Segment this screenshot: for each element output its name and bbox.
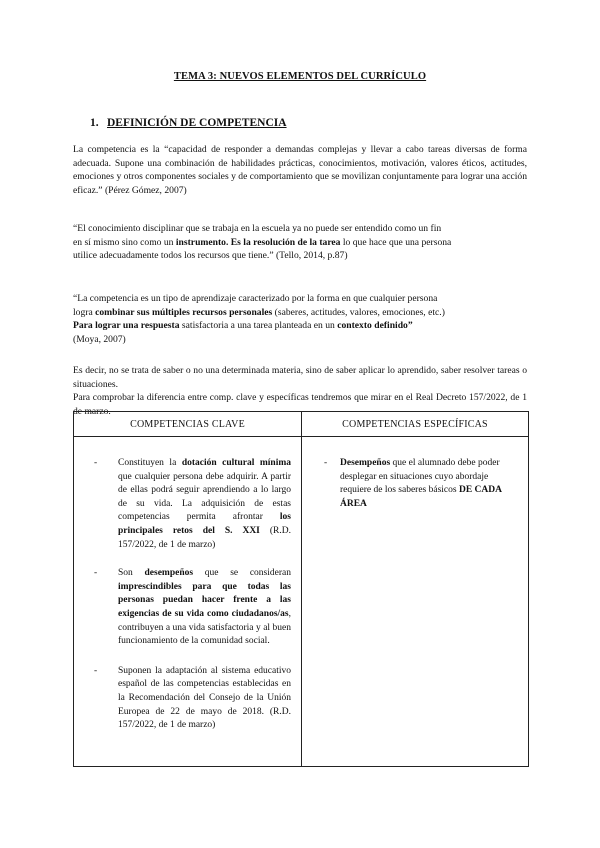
quote-text: lo que hace que una persona bbox=[340, 236, 452, 248]
item-text: Suponen la adaptación al sistema educativo español de las competencias establecidas en la Recomendación del Consejo de la Unión Europea de 22 de mayo de 2018. (R.D. 157/2022, de 1 de marzo) bbox=[118, 665, 291, 731]
section-heading bbox=[90, 117, 287, 129]
item-text: que cualquier persona debe adquirir. A partir de ellas podrá seguir aprendiendo a lo largo de su vida. La adquisición de estas competencias permita afrontar bbox=[118, 471, 291, 523]
header-competencias-clave: COMPETENCIAS CLAVE bbox=[74, 412, 302, 437]
quote-tello-line-2 bbox=[73, 236, 527, 250]
competencias-clave-list bbox=[74, 457, 301, 733]
bullet-dash: - bbox=[94, 665, 98, 676]
item-text: que se consideran bbox=[193, 568, 291, 579]
table-header-row bbox=[74, 412, 529, 437]
quote-tello bbox=[73, 222, 527, 263]
quote-moya-line-3 bbox=[73, 319, 527, 333]
item-bold-text: dotación cultural mínima bbox=[181, 458, 292, 468]
quote-tello-line-3: utilice adecuadamente todos los recursos que tiene.” (Tello, 2014, p.87) bbox=[73, 250, 348, 262]
quote-text: logra bbox=[73, 306, 96, 318]
quote-tello-line-1: “El conocimiento disciplinar que se trabaja en la escuela ya no puede ser entendido como un fin bbox=[73, 223, 442, 234]
item-bold-text: Desempeños bbox=[340, 458, 391, 468]
quote-text: en sí mismo sino como un bbox=[73, 236, 176, 248]
quote-text: (saberes, actitudes, valores, emociones, etc.) bbox=[272, 306, 445, 318]
item-text: (R.D. 157/2022, de 1 de marzo) bbox=[118, 525, 291, 550]
list-item bbox=[74, 457, 301, 552]
bullet-dash: - bbox=[94, 458, 98, 468]
explanation-line-2: Para comprobar la diferencia entre comp. clave y específicas tendremos que mirar en el Real Decreto 157/2022, de 1 de marzo. bbox=[73, 392, 527, 418]
competencias-table bbox=[73, 411, 529, 767]
item-text: Son bbox=[118, 568, 145, 579]
quote-moya-line-2 bbox=[73, 306, 527, 320]
table-row bbox=[74, 437, 529, 767]
bullet-dash: - bbox=[94, 568, 98, 579]
quote-moya-line-1: “La competencia es un tipo de aprendizaje caracterizado por la forma en que cualquier persona bbox=[73, 293, 438, 304]
bullet-dash: - bbox=[324, 458, 328, 468]
document-title: TEMA 3: NUEVOS ELEMENTOS DEL CURRÍCULO bbox=[173, 71, 427, 82]
competencias-especificas-cell bbox=[302, 437, 529, 767]
quote-moya bbox=[73, 292, 527, 347]
quote-text: satisfactoria a una tarea planteada en un bbox=[179, 320, 338, 332]
list-item bbox=[74, 567, 301, 649]
item-text: Constituyen la bbox=[118, 458, 182, 468]
item-text: que el alumnado debe poder desplegar en situaciones cuyo abordaje requiere de los saberes básicos bbox=[340, 458, 500, 496]
item-bold-text: DE CADA ÁREA bbox=[340, 485, 502, 509]
quote-bold-text: combinar sus múltiples recursos personales bbox=[95, 306, 273, 318]
item-bold-text: desempeños bbox=[144, 568, 194, 579]
item-bold-text: imprescindibles para que todas las personas puedan hacer frente a las exigencias de su vida como ciudadanos/as bbox=[118, 581, 291, 619]
explanation-line-1: Es decir, no se trata de saber o no una determinada materia, sino de saber aplicar lo aprendido, saber resolver tareas o situaciones. bbox=[73, 365, 527, 390]
quote-bold-text: contexto definido” bbox=[337, 320, 413, 332]
competencias-especificas-list bbox=[302, 457, 528, 511]
section-heading-text: DEFINICIÓN DE COMPETENCIA bbox=[107, 117, 287, 129]
item-bold-text: los principales retos del S. XXI bbox=[118, 512, 291, 536]
quote-bold-text: Para lograr una respuesta bbox=[73, 320, 180, 332]
header-competencias-especificas: COMPETENCIAS ESPECÍFICAS bbox=[302, 412, 529, 437]
item-text: , contribuyen a una vida satisfactoria y al buen funcionamiento de la comunidad social. bbox=[118, 608, 291, 647]
competencias-clave-cell bbox=[74, 437, 302, 767]
quote-bold-text: instrumento. Es la resolución de la tarea bbox=[175, 236, 341, 248]
quote-moya-citation: (Moya, 2007) bbox=[73, 334, 126, 346]
definition-paragraph: La competencia es la “capacidad de responder a demandas complejas y llevar a cabo tareas diversas de forma adecuada. Supone una combinación de habilidades prácticas, conocimientos, motivación, valores éticos, actitudes, emociones y otros componentes sociales y de comportamiento que se movilizan conjuntamente para lograr una acción eficaz.” (Pérez Gómez, 2007) bbox=[73, 144, 527, 197]
list-item bbox=[302, 457, 528, 511]
section-number: 1. bbox=[90, 117, 99, 129]
list-item bbox=[74, 665, 301, 733]
